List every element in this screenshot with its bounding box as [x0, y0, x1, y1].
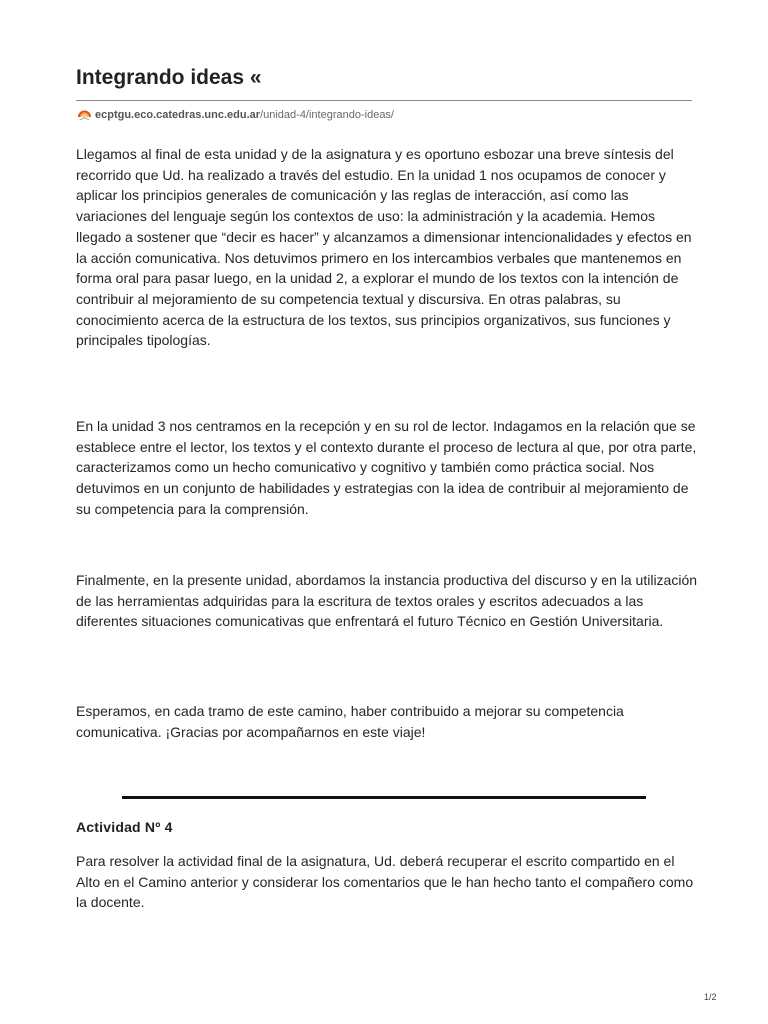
activity-instructions: Para resolver la actividad final de la asignatura, Ud. deberá recuperar el escrito compartido en el Alto en el Camino anterior y considerar los comentarios que le han hecho tanto el compañero como la docente. — [76, 853, 694, 911]
paragraph-summary-units-1-2: Llegamos al final de esta unidad y de la asignatura y es oportuno esbozar una breve síntesis del recorrido que Ud. ha realizado a través del estudio. En la unidad 1 nos ocupamos de conocer y aplicar los principios generales de comunicación y las reglas de interacción, así como las variaciones del lenguaje según los contextos de uso: la administración y la academia. Hemos llegado a sostener que “decir es hacer” y alcanzamos a dimensionar intencionalidades y efectos en la acción comunicativa. Nos detuvimos primero en los intercambios verbales que mantenemos en forma oral para pasar luego, en la unidad 2, a explorar el mundo de los textos con la intención de contribuir al mejoramiento de su competencia textual y discursiva. En otras palabras, su conocimiento acerca de la estructura de los textos, sus principios organizativos, sus funciones y principales tipologías. — [76, 146, 692, 349]
paragraph-unit-4: Finalmente, en la presente unidad, abordamos la instancia productiva del discurso y en la utilización de las herramientas adquiridas para la escritura de textos orales y escritos adecuados a las diferentes situaciones comunicativas que enfrentará el futuro Técnico en Gestión Universitaria. — [76, 572, 698, 630]
page-title: Integrando ideas « — [76, 66, 262, 89]
source-domain: ecptgu.eco.catedras.unc.edu.ar — [95, 108, 261, 121]
title-divider — [76, 100, 692, 101]
paragraph-closing: Esperamos, en cada tramo de este camino, haber contribuido a mejorar su competencia comunicativa. ¡Gracias por acompañarnos en este viaje! — [76, 703, 624, 740]
paragraph-unit-3: En la unidad 3 nos centramos en la recepción y en su rol de lector. Indagamos en la relación que se establece entre el lector, los textos y el contexto durante el proceso de lectura al que, por otra parte, caracterizamos como un hecho comunicativo y cognitivo y también como práctica social. Nos detuvimos en un conjunto de habilidades y estrategias con la idea de contribuir al mejoramiento de su competencia para la comprensión. — [76, 418, 697, 517]
page-indicator: 1/2 — [704, 992, 717, 1002]
section-divider — [122, 796, 646, 799]
rainbow-arc-icon — [78, 108, 91, 121]
activity-heading: Actividad Nº 4 — [76, 819, 173, 835]
source-url[interactable] — [78, 108, 394, 121]
source-path: /unidad-4/integrando-ideas/ — [260, 108, 394, 121]
